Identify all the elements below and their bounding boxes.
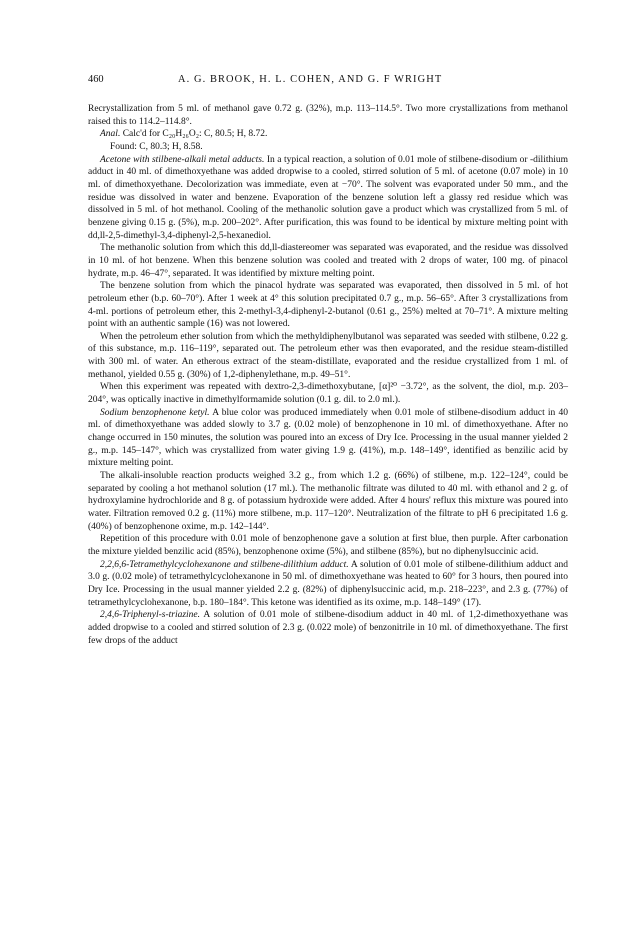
paragraph: When this experiment was repeated with dextro-2,3-dimethoxybutane, [α]²⁰ −3.72°, as the solvent, the diol, m.p. 203–204°, was optically inactive in dimethylformamide solution (0.1 g. dil. to 2.0 ml.).	[88, 382, 568, 406]
paragraph: The alkali-insoluble reaction products weighed 3.2 g., from which 1.2 g. (66%) of stilbene, m.p. 122–124°, could be separated by cooling a hot methanol solution (17 ml.). The methanolic filtrate was diluted to 40 ml. with ethanol and 2 g. of hydroxylamine hydrochloride and 8 g. of potassium hydroxide were added. After 4 hours' reflux this mixture was poured into water. Filtration removed 0.2 g. (11%) more stilbene, m.p. 117–120°. Neutralization of the filtrate to pH 6 precipitated 1.6 g. (40%) of benzophenone oxime, m.p. 142–144°.	[88, 471, 568, 532]
paragraph: 2,2,6,6-Tetramethylcyclohexanone and stilbene-dilithium adduct. A solution of 0.01 mole of stilbene-dilithium adduct and 3.0 g. (0.02 mole) of tetramethylcyclohexanone in 50 ml. of dimethoxyethane was heated to 60° for 3 hours, then poured into Dry Ice. Processing in the usual manner yielded 2.2 g. (82%) of diphenylsuccinic acid, m.p. 218–223°, and 2.3 g. (77%) of tetramethylcyclohexanone, b.p. 180–184°. This ketone was identified as its oxime, m.p. 148–149° (17).	[88, 559, 569, 608]
running-title: A. G. BROOK, H. L. COHEN, AND G. F WRIGHT	[178, 74, 443, 85]
page-number: 460	[88, 74, 104, 85]
page-header	[88, 74, 568, 88]
paragraph: The benzene solution from which the pinacol hydrate was separated was evaporated, then dissolved in 5 ml. of hot petroleum ether (b.p. 60–70°). After 1 week at 4° this solution precipitated 0.7 g., m.p. 56–65°. After 3 crystallizations from 4-ml. portions of petroleum ether, this 2-methyl-3,4-diphenyl-2-butanol (0.61 g., 25%) melted at 70–71°. A mixture melting point with an authentic sample (16) was not lowered.	[88, 281, 568, 330]
paragraph: The methanolic solution from which this dd,ll-diastereomer was separated was evaporated, and the residue was dissolved in 10 ml. of hot benzene. When this benzene solution was cooled and treated with 2 drops of water, 100 mg. of pinacol hydrate, m.p. 46–47°, separated. It was identified by mixture melting point.	[88, 243, 568, 279]
paragraph: Acetone with stilbene-alkali metal adducts. In a typical reaction, a solution of 0.01 mole of stilbene-disodium or -dilithium adduct in 40 ml. of dimethoxyethane was added dropwise to a cooled, stirred solution of 5 ml. of acetone (0.07 mole) in 10 ml. of dimethoxyethane. Decolorization was immediate, even at −70°. The solvent was evaporated under 50 mm., and the residue was dissolved in water and benzene. Evaporation of the benzene solution left a glassy red residue which was dissolved in 5 ml. of hot methanol. Cooling of the methanolic solution gave a product which was crystallized from 5 ml. of benzene giving 0.15 g. (5%), m.p. 200–202°. After purification, this was found to be identical by mixture melting point with dd,ll-2,5-dimethyl-3,4-diphenyl-2,5-hexanediol.	[88, 154, 568, 241]
paragraph: Anal. Calc'd for C₂₀H₂₆O₂: C, 80.5; H, 8.72.	[100, 129, 268, 140]
paragraph: 2,4,6-Triphenyl-s-triazine. A solution of 0.01 mole of stilbene-disodium adduct in 40 ml. of 1,2-dimethoxyethane was added dropwise to a cooled and stirred solution of 2.3 g. (0.022 mole) of benzonitrile in 10 ml. of dimethoxyethane. The first few drops of the adduct	[88, 610, 568, 646]
paragraph: Found: C, 80.3; H, 8.58.	[110, 141, 203, 152]
paragraph: Repetition of this procedure with 0.01 mole of benzophenone gave a solution at first blue, then purple. After carbonation the mixture yielded benzilic acid (85%), benzophenone oxime (5%), and stilbene (85%), but no diphenylsuccinic acid.	[88, 534, 568, 557]
paragraph: Recrystallization from 5 ml. of methanol gave 0.72 g. (32%), m.p. 113–114.5°. Two more crystallizations from methanol raised this to 114.2–114.8°.	[88, 104, 568, 127]
paragraph: When the petroleum ether solution from which the methyldiphenylbutanol was separated was seeded with stilbene, 0.22 g. of this substance, m.p. 116–119°, separated out. The petroleum ether was then evaporated, and the residue steam-distilled with 300 ml. of water. An etherous extract of the steam-distillate, evaporated and the residue crystallized from 1 ml. of methanol, yielded 0.55 g. (30%) of 1,2-diphenylethane, m.p. 49–51°.	[88, 331, 568, 380]
article-body	[88, 103, 568, 647]
paragraph: Sodium benzophenone ketyl. A blue color was produced immediately when 0.01 mole of stilbene-disodium adduct in 40 ml. of dimethoxyethane was added slowly to 3.7 g. (0.02 mole) of benzophenone in 10 ml. of dimethoxyethane. After no change occurred in 150 minutes, the solution was poured into an excess of Dry Ice. Processing in the usual manner yielded 2 g., m.p. 145–147°, which was crystallized from water giving 1.9 g. (41%), m.p. 148–149°, identified as benzilic acid by mixture melting point.	[88, 407, 568, 469]
